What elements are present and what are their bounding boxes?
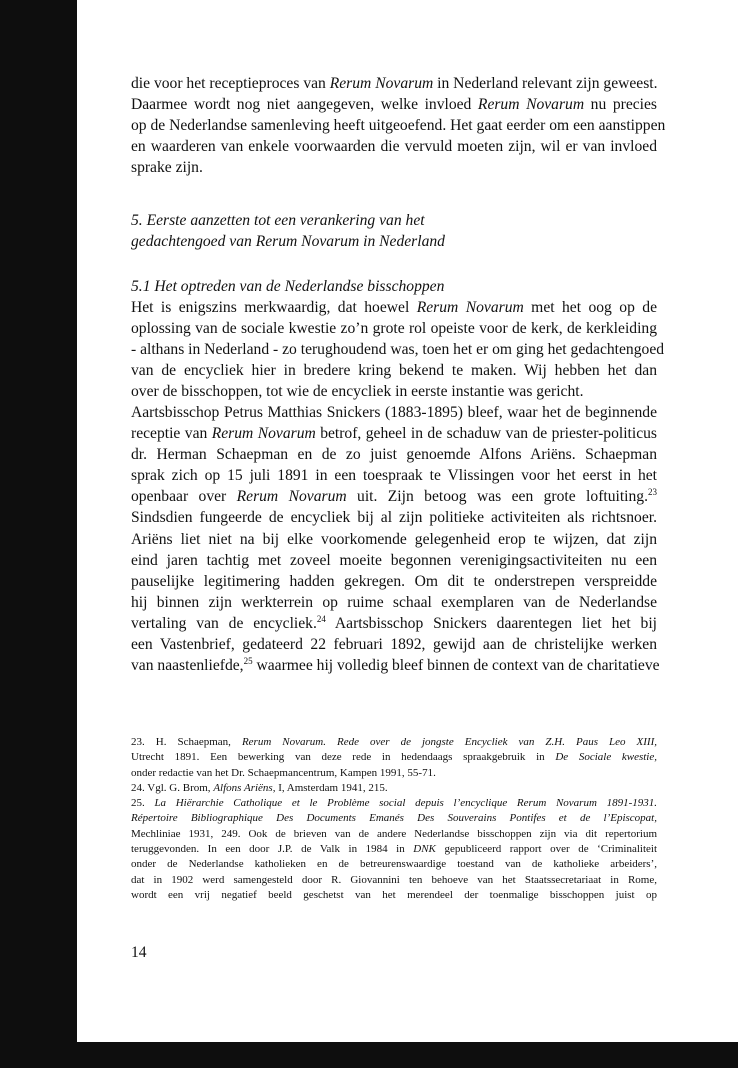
main-line: een Vastenbrief, gedateerd 22 februari 1892, gewijd aan de christelijke werken xyxy=(131,635,657,653)
italic-title: Rerum Novarum xyxy=(236,488,347,506)
main-line: vertaling van de encycliek.$^{24}$ Aartsbisschop Snickers daarentegen liet het bij xyxy=(131,613,657,632)
intro-line: Daarmee wordt nog niet aangegeven, welke invloed Rerum Novarum nu precies xyxy=(131,95,657,113)
footnote-line xyxy=(131,811,657,826)
italic-title: De Sociale kwestie, xyxy=(555,751,657,764)
italic-title: Rerum Novarum xyxy=(477,95,585,113)
intro-line: en waarderen van enkele voorwaarden die vervuld moeten zijn, wil er van invloed xyxy=(131,137,657,155)
footnote-line: 23. H. Schaepman, Rerum Novarum. Rede over de jongste Encycliek van Z.H. Paus Leo XIII, xyxy=(131,736,657,748)
paragraph-text xyxy=(131,74,666,179)
intro-line: op de Nederlandse samenleving heeft uitgeoefend. Het gaat eerder om een aanstippen xyxy=(131,116,666,134)
page-number: 14 xyxy=(131,944,147,961)
main-line: Aartsbisschop Petrus Matthias Snickers (1883-1895) bleef, waar het de beginnende xyxy=(131,404,657,422)
footnote-line: teruggevonden. In een door J.P. de Valk in 1984 in DNK gepubliceerd rapport over de ‘Criminaliteit xyxy=(131,843,657,856)
main-line: van de encycliek hier in bredere kring bekend te maken. Wij hebben het dan xyxy=(131,362,657,380)
main-line: dr. Herman Schaepman en de zo juist genoemde Alfons Ariëns. Schaepman xyxy=(131,446,657,464)
subsection-heading-5-1: 5.1 Het optreden van de Nederlandse bisschoppen xyxy=(131,278,445,295)
main-line: - althans in Nederland - zo terughoudend was, toen het er om ging het gedachtengoed xyxy=(131,341,665,359)
footnote-line: wordt een vrij negatief beeld geschetst van het merendeel der toenmalige bisschoppen juist op xyxy=(131,888,657,901)
italic-title: Rerum Novarum xyxy=(329,75,434,92)
italic-title: Alfons Ariëns, xyxy=(213,781,276,794)
intro-line: sprake zijn. xyxy=(131,158,203,176)
footnote-line: dat in 1902 werd samengesteld door R. Giovannini ten behoeve van het Staatssecretariaat in Rome, xyxy=(131,873,657,886)
footnote-line: 24. Vgl. G. Brom, Alfons Ariëns, I, Amsterdam 1941, 215. xyxy=(131,781,388,794)
section-heading-5 xyxy=(131,210,445,252)
intro-line: die voor het receptieproces van Rerum Novarum in Nederland relevant zijn geweest. xyxy=(131,75,658,92)
italic-title: Rerum Novarum xyxy=(211,425,316,443)
footnote-line: onder de Nederlandse katholieken en de betreurenswaardige toestand van de katholieke arbeiders’, xyxy=(131,858,657,871)
italic-title: DNK xyxy=(413,843,436,856)
main-line: receptie van Rerum Novarum betrof, geheel in de schaduw van de priester-politicus xyxy=(131,425,657,443)
intro-paragraph xyxy=(131,74,666,179)
footnote-line: onder redactie van het Dr. Schaepmancentrum, Kampen 1991, 55-71. xyxy=(131,766,436,779)
main-line: over de bisschoppen, tot wie de encycliek in eerste instantie was gericht. xyxy=(131,383,584,401)
footnote-reference[interactable]: 24 xyxy=(316,613,326,624)
footnote-reference[interactable]: 23 xyxy=(648,487,658,498)
main-line: openbaar over Rerum Novarum uit. Zijn betoog was een grote loftuiting.$^{23}$ xyxy=(131,487,658,506)
scan-border-bottom xyxy=(0,1042,738,1068)
footnote-reference[interactable]: 25 xyxy=(243,655,253,666)
section-heading-5-line2: gedachtengoed van Rerum Novarum in Nederland xyxy=(131,233,445,250)
main-line: Ariëns liet niet na bij elke voorkomende gelegenheid erop te wijzen, dat zijn xyxy=(131,530,657,548)
main-paragraph xyxy=(131,297,665,676)
main-line: van naastenliefde,$^{25}$ waarmee hij volledig bleef binnen de context van de charitatieve xyxy=(131,655,660,674)
main-line: sprak zich op 15 juli 1891 in een toespraak te Vlissingen voor het eerst in het xyxy=(131,467,657,485)
footnote-line: Utrecht 1891. Een bewerking van deze rede in hedendaags spraakgebruik in De Sociale kwestie, xyxy=(131,751,657,764)
main-line: hij binnen zijn werkterrein op ruime schaal exemplaren van de Nederlandse xyxy=(131,593,657,611)
italic-title: La Hiërarchie Catholique et le Problème social depuis l’encyclique Rerum Novarum 1891-1931. xyxy=(154,797,657,810)
main-line: eind jaren tachtig met zoveel moeite begonnen verenigingsactiviteiten nu een xyxy=(131,551,657,569)
italic-title: Répertoire Bibliographique Des Documents Emanés Des Souverains Pontifes et de l’Episcopat, xyxy=(131,812,657,825)
footnote-line: 25. La Hiërarchie Catholique et le Problème social depuis l’encyclique Rerum Novarum 1891-1931. xyxy=(131,797,657,810)
main-line: Het is enigszins merkwaardig, dat hoewel Rerum Novarum met het oog op de xyxy=(131,299,657,316)
main-line: pauselijke legitimering hadden gekregen. Om dit te onderstrepen verspreidde xyxy=(131,572,657,590)
scan-border-left xyxy=(0,0,77,1068)
main-line: Sindsdien fungeerde de encycliek bij al zijn politieke activiteiten als richtsnoer. xyxy=(131,509,657,527)
italic-title: Rerum Novarum xyxy=(416,299,524,316)
main-line: oplossing van de sociale kwestie zo’n grote rol opeiste voor de kerk, de kerkleiding xyxy=(131,320,657,338)
italic-title: Rerum Novarum. Rede over de jongste Encycliek van Z.H. Paus Leo XIII, xyxy=(241,736,657,748)
footnote-line: Mechliniae 1931, 249. Ook de brieven van de andere Nederlandse bisschoppen zijn via dit repertorium xyxy=(131,827,657,840)
footnotes xyxy=(131,735,657,903)
section-heading-5-line1: 5. Eerste aanzetten tot een verankering van het xyxy=(131,212,425,229)
